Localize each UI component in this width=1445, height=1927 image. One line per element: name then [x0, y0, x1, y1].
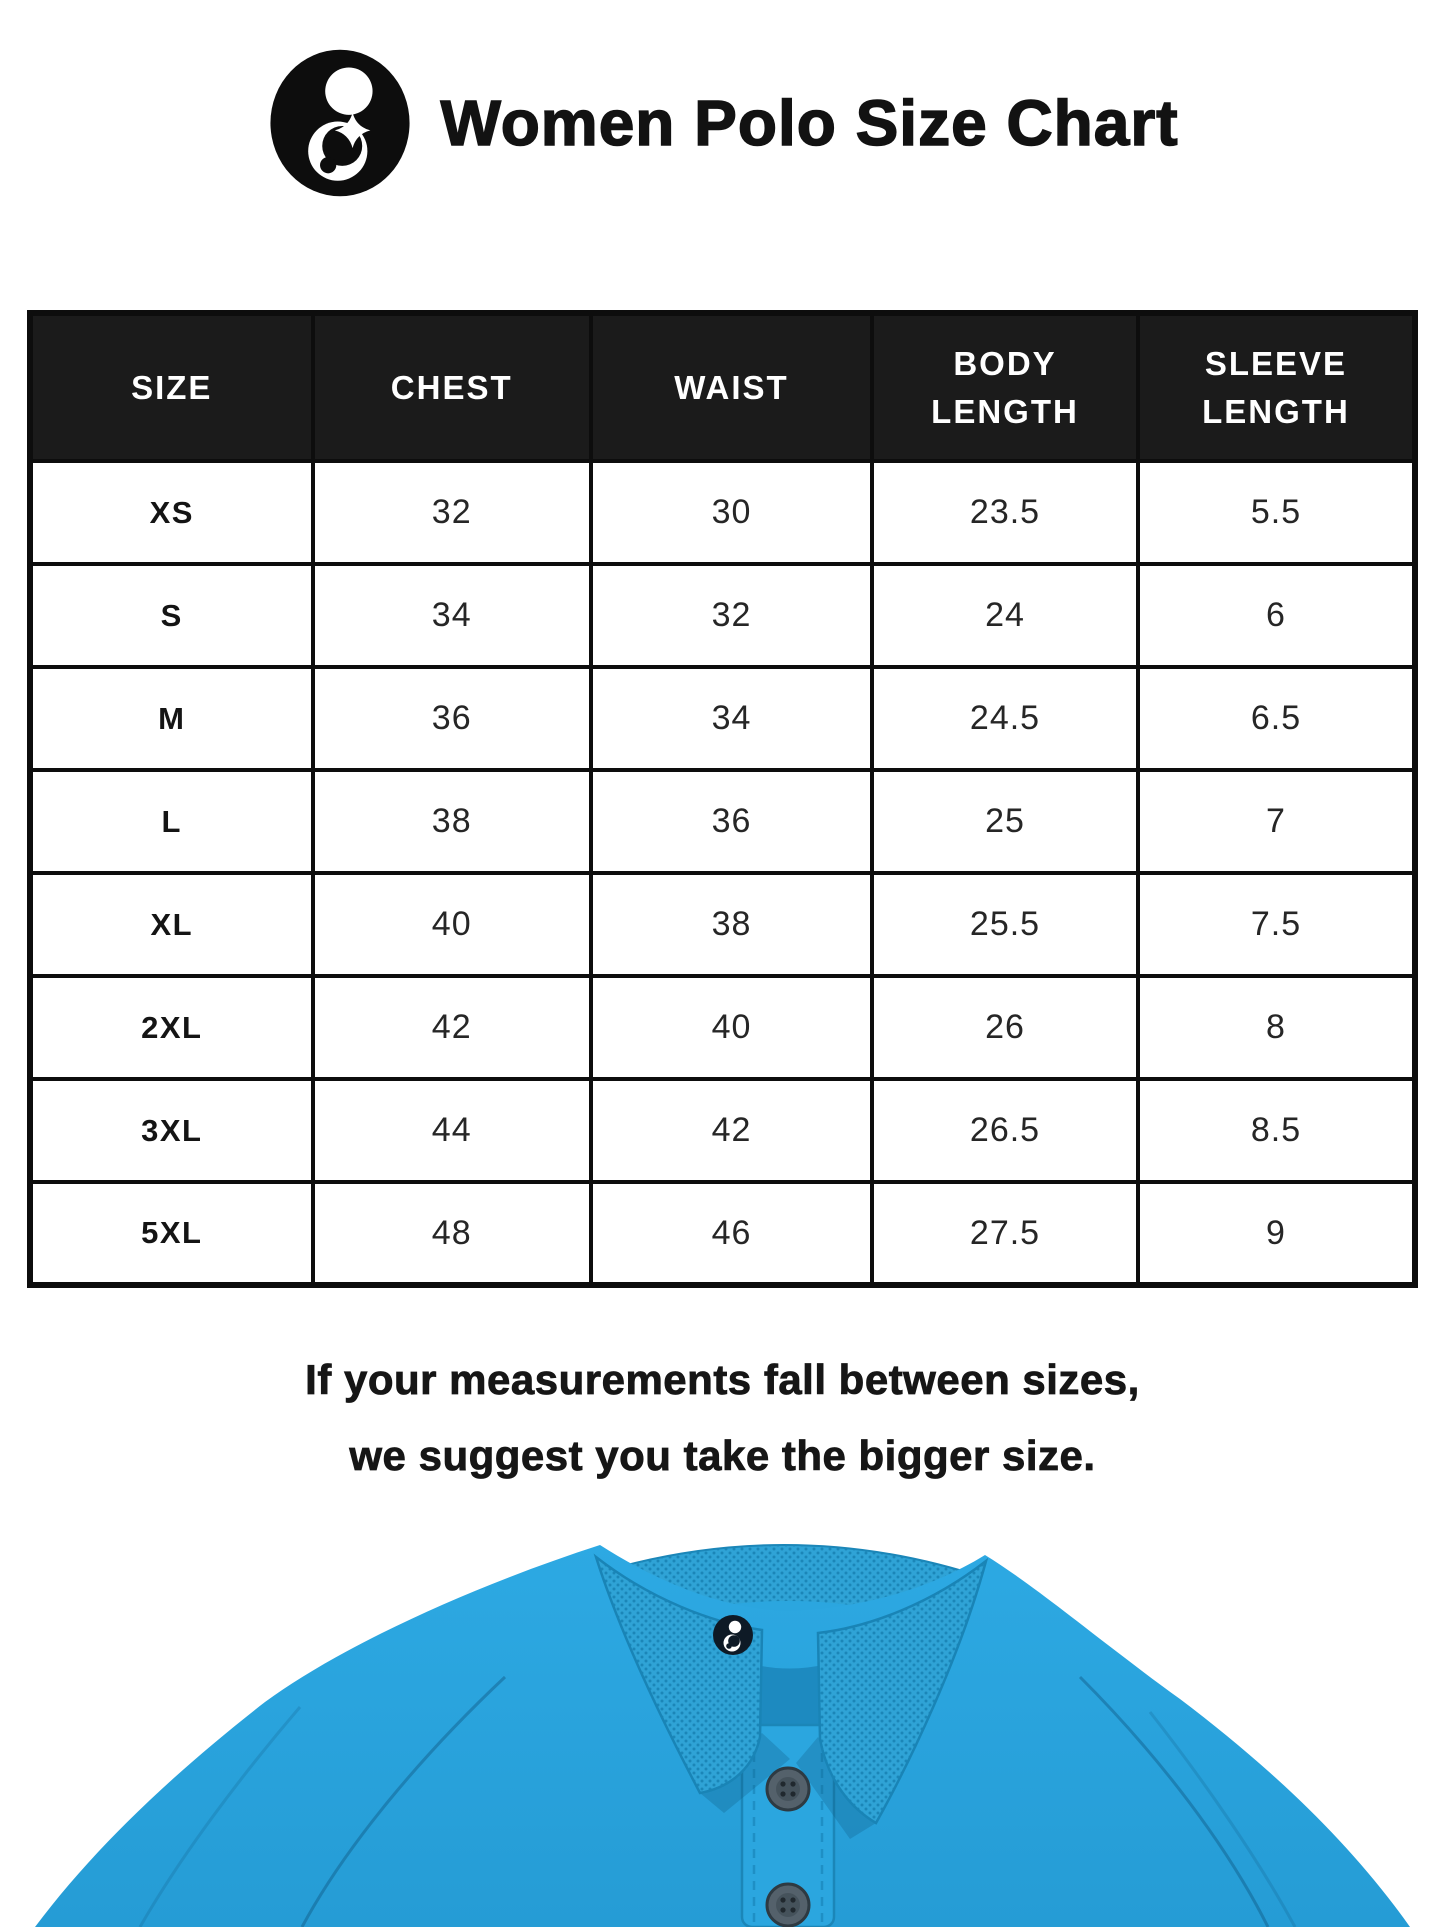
body-length-cell: 26 — [872, 976, 1138, 1079]
table-row — [30, 667, 1415, 770]
chest-cell: 36 — [313, 667, 591, 770]
body-length-cell: 27.5 — [872, 1182, 1138, 1285]
sleeve-length-cell: 7 — [1138, 770, 1415, 873]
header — [0, 42, 1445, 204]
mother-baby-logo-icon — [266, 42, 414, 204]
sizing-note-line-2: we suggest you take the bigger size. — [349, 1432, 1096, 1479]
chest-cell: 44 — [313, 1079, 591, 1182]
chest-cell: 38 — [313, 770, 591, 873]
chest-cell: 42 — [313, 976, 591, 1079]
column-header-sleeve-length: SLEEVE LENGTH — [1138, 313, 1415, 461]
table-row — [30, 770, 1415, 873]
column-header-waist: WAIST — [591, 313, 872, 461]
sleeve-length-cell: 6 — [1138, 564, 1415, 667]
sizing-note-line-1: If your measurements fall between sizes, — [305, 1356, 1140, 1403]
size-cell: XL — [30, 873, 313, 976]
sleeve-length-cell: 8.5 — [1138, 1079, 1415, 1182]
chest-cell: 48 — [313, 1182, 591, 1285]
sizing-note — [0, 1342, 1445, 1494]
size-cell: XS — [30, 461, 313, 564]
waist-cell: 32 — [591, 564, 872, 667]
body-length-cell: 23.5 — [872, 461, 1138, 564]
size-cell: S — [30, 564, 313, 667]
column-header-body-length: BODY LENGTH — [872, 313, 1138, 461]
body-length-cell: 24.5 — [872, 667, 1138, 770]
polo-shirt-image — [0, 1527, 1445, 1927]
size-cell: M — [30, 667, 313, 770]
chest-cell: 34 — [313, 564, 591, 667]
polo-button-top — [767, 1768, 809, 1810]
body-length-cell: 24 — [872, 564, 1138, 667]
column-header-size: SIZE — [30, 313, 313, 461]
waist-cell: 36 — [591, 770, 872, 873]
sleeve-length-cell: 8 — [1138, 976, 1415, 1079]
body-length-cell: 25.5 — [872, 873, 1138, 976]
table-header — [30, 313, 1415, 461]
size-cell: 2XL — [30, 976, 313, 1079]
sleeve-length-cell: 7.5 — [1138, 873, 1415, 976]
body-length-cell: 25 — [872, 770, 1138, 873]
polo-button-bottom — [767, 1884, 809, 1926]
table-header-row — [30, 313, 1415, 461]
table-row — [30, 976, 1415, 1079]
waist-cell: 40 — [591, 976, 872, 1079]
sleeve-length-cell: 9 — [1138, 1182, 1415, 1285]
page-title: Women Polo Size Chart — [440, 87, 1179, 159]
chest-cell: 32 — [313, 461, 591, 564]
waist-cell: 46 — [591, 1182, 872, 1285]
table-row — [30, 1079, 1415, 1182]
chest-cell: 40 — [313, 873, 591, 976]
waist-cell: 42 — [591, 1079, 872, 1182]
size-cell: 5XL — [30, 1182, 313, 1285]
table-row — [30, 461, 1415, 564]
table-row — [30, 564, 1415, 667]
table-row — [30, 1182, 1415, 1285]
neck-tag-logo — [713, 1615, 753, 1655]
sleeve-length-cell: 5.5 — [1138, 461, 1415, 564]
waist-cell: 38 — [591, 873, 872, 976]
body-length-cell: 26.5 — [872, 1079, 1138, 1182]
waist-cell: 34 — [591, 667, 872, 770]
table-row — [30, 873, 1415, 976]
size-cell: 3XL — [30, 1079, 313, 1182]
column-header-chest: CHEST — [313, 313, 591, 461]
size-chart-table — [27, 310, 1418, 1288]
waist-cell: 30 — [591, 461, 872, 564]
size-cell: L — [30, 770, 313, 873]
sleeve-length-cell: 6.5 — [1138, 667, 1415, 770]
